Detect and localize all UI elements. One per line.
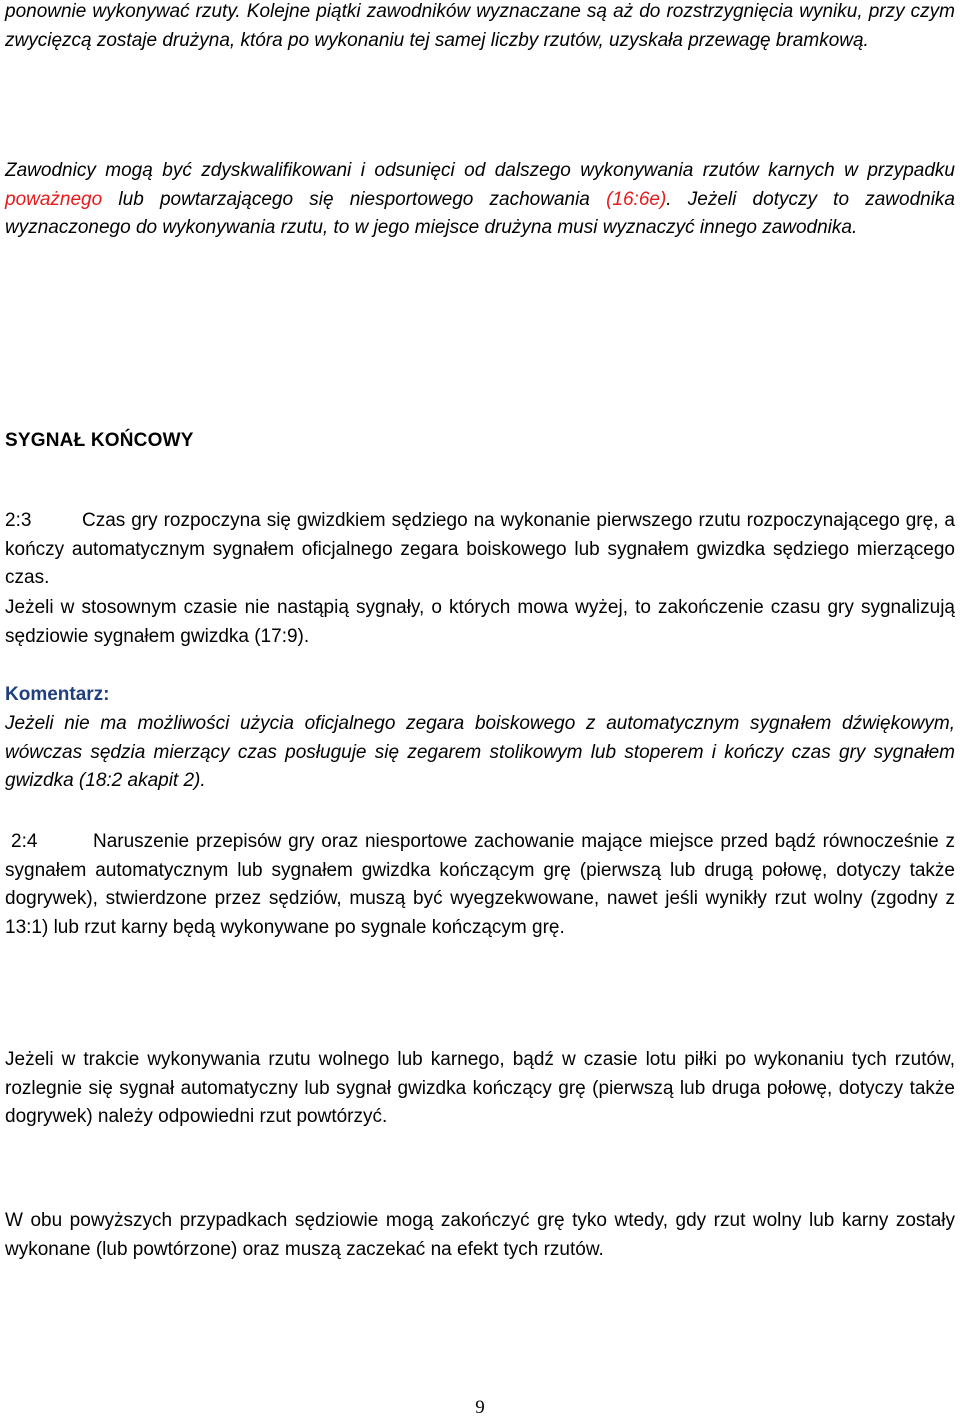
rule-2-4: [5, 828, 955, 943]
rule-2-3: [5, 507, 955, 593]
paragraph-text-part2: lub powtarzającego się niesportowego zachowania: [102, 188, 607, 210]
highlight-serious: poważnego: [5, 188, 103, 210]
rule-number: 2:4: [11, 831, 38, 852]
paragraph-final: [5, 1207, 955, 1264]
paragraph-text: Jeżeli w trakcie wykonywania rzutu wolnego lub karnego, bądź w czasie lotu piłki po wykonaniu tych rzutów, rozlegnie się sygnał automatyczny lub sygnał gwizdka kończący grę (pierwszą lub druga połowę, dotyczy także dogrywek) należy odpowiedni rzut powtórzyć.: [5, 1049, 955, 1128]
comment-text: [5, 710, 955, 796]
paragraph-text: ponownie wykonywać rzuty. Kolejne piątki zawodników wyznaczane są aż do rozstrzygnięcia wyniku, przy czym zwycięzcą zostaje drużyna, która po wykonaniu tej samej liczby rzutów, uzyskała przewagę bramkową.: [5, 1, 955, 51]
paragraph-text-part3: . Jeżeli dotyczy to zawodnika wyznaczonego do wykonywania rzutu, to w jego miejsce drużyna musi wyznaczyć innego zawodnika.: [5, 188, 956, 239]
page-number: 9: [475, 1397, 485, 1418]
paragraph-free-throw: [5, 1046, 955, 1132]
comment-label: Komentarz:: [5, 684, 110, 705]
rule-2-3-continuation: [5, 594, 955, 651]
paragraph-text: W obu powyższych przypadkach sędziowie mogą zakończyć grę tyko wtedy, gdy rzut wolny lub karny zostały wykonane (lub powtórzone) oraz muszą zaczekać na efekt tych rzutów.: [5, 1210, 955, 1260]
rule-number: 2:3: [5, 510, 32, 531]
comment-body: Jeżeli nie ma możliwości użycia oficjalnego zegara boiskowego z automatycznym sygnałem dźwiękowym, wówczas sędzia mierzący czas posługuje się zegarem stolikowym lub stoperem i kończy czas gry sygnałem gwizdka (18:2 akapit 2).: [5, 713, 955, 792]
highlight-rule-reference: (16:6e): [606, 188, 667, 210]
rule-text: Naruszenie przepisów gry oraz niesportowe zachowanie mające miejsce przed bądź równocześnie z sygnałem automatycznym lub sygnałem gwizdka kończącym grę (pierwszą lub drugą połowę, dotyczy także dogrywek), stwierdzone przez sędziów, muszą być wyegzekwowane, nawet jeśli wynikły rzut wolny (zgodny z 13:1) lub rzut karny będą wykonywane po sygnale kończącym grę.: [5, 831, 955, 939]
rule-text: Jeżeli w stosownym czasie nie nastąpią sygnały, o których mowa wyżej, to zakończenie czasu gry sygnalizują sędziowie sygnałem gwizdka (17:9).: [5, 597, 955, 647]
paragraph-disqualification: [5, 157, 955, 243]
rule-text: Czas gry rozpoczyna się gwizdkiem sędziego na wykonanie pierwszego rzutu rozpoczynającego grę, a kończy automatycznym sygnałem oficjalnego zegara boiskowego lub sygnałem gwizdka sędziego mierzącego czas.: [5, 510, 955, 589]
paragraph-text-part1: Zawodnicy mogą być zdyskwalifikowani i odsunięci od dalszego wykonywania rzutów karnych w przypadku: [5, 160, 955, 181]
paragraph-penalty-shootout: [5, 0, 955, 55]
section-heading: SYGNAŁ KOŃCOWY: [5, 430, 194, 451]
